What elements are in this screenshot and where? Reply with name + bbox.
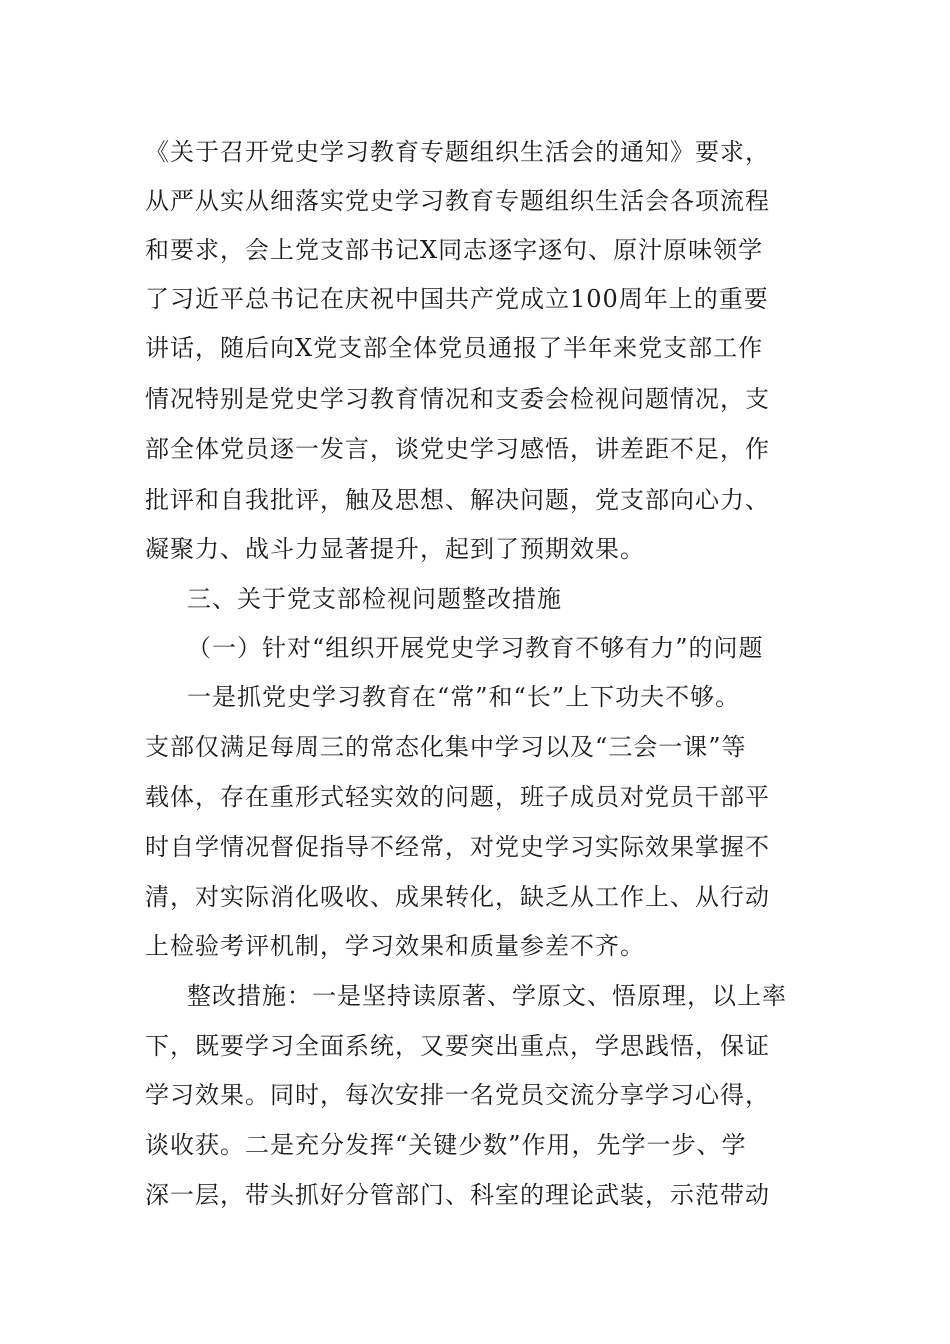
text-line: 凝聚力、战斗力显著提升，起到了预期效果。 — [145, 535, 645, 563]
subsection-heading: （一）针对“组织开展党史学习教育不够有力”的问题 — [187, 634, 764, 662]
text-line: 情况特别是党史学习教育情况和支委会检视问题情况，支 — [145, 385, 770, 413]
text-line: 部全体党员逐一发言，谈党史学习感悟，讲差距不足，作 — [145, 435, 770, 463]
text-line: 整改措施：一是坚持读原著、学原文、悟原理，以上率 — [187, 982, 787, 1010]
text-line: 批评和自我批评，触及思想、解决问题，党支部向心力、 — [145, 486, 770, 514]
text-line: 和要求，会上党支部书记X同志逐字逐句、原汁原味领学 — [145, 236, 764, 264]
text-line: 一是抓党史学习教育在“常”和“长”上下功夫不够。 — [187, 683, 741, 711]
text-line: 载体，存在重形式轻实效的问题，班子成员对党员干部平 — [145, 783, 770, 811]
text-line: 了习近平总书记在庆祝中国共产党成立100周年上的重要 — [145, 285, 769, 313]
section-heading: 三、关于党支部检视问题整改措施 — [187, 585, 562, 613]
text-line: 从严从实从细落实党史学习教育专题组织生活会各项流程 — [145, 187, 770, 215]
text-line: 上检验考评机制，学习效果和质量参差不齐。 — [145, 932, 645, 960]
text-line: 时自学情况督促指导不经常，对党史学习实际效果掌握不 — [145, 833, 770, 861]
text-line: 学习效果。同时，每次安排一名党员交流分享学习心得， — [145, 1081, 770, 1109]
text-line: 谈收获。二是充分发挥“关键少数”作用，先学一步、学 — [145, 1131, 747, 1159]
text-line: 深一层，带头抓好分管部门、科室的理论武装，示范带动 — [145, 1181, 770, 1209]
text-line: 下，既要学习全面系统，又要突出重点，学思践悟，保证 — [145, 1032, 770, 1060]
text-line: 讲话，随后向X党支部全体党员通报了半年来党支部工作 — [145, 334, 764, 362]
text-line: 支部仅满足每周三的常态化集中学习以及“三会一课”等 — [145, 733, 747, 761]
text-line: 清，对实际消化吸收、成果转化，缺乏从工作上、从行动 — [145, 883, 770, 911]
text-line: 《关于召开党史学习教育专题组织生活会的通知》要求， — [145, 138, 770, 166]
